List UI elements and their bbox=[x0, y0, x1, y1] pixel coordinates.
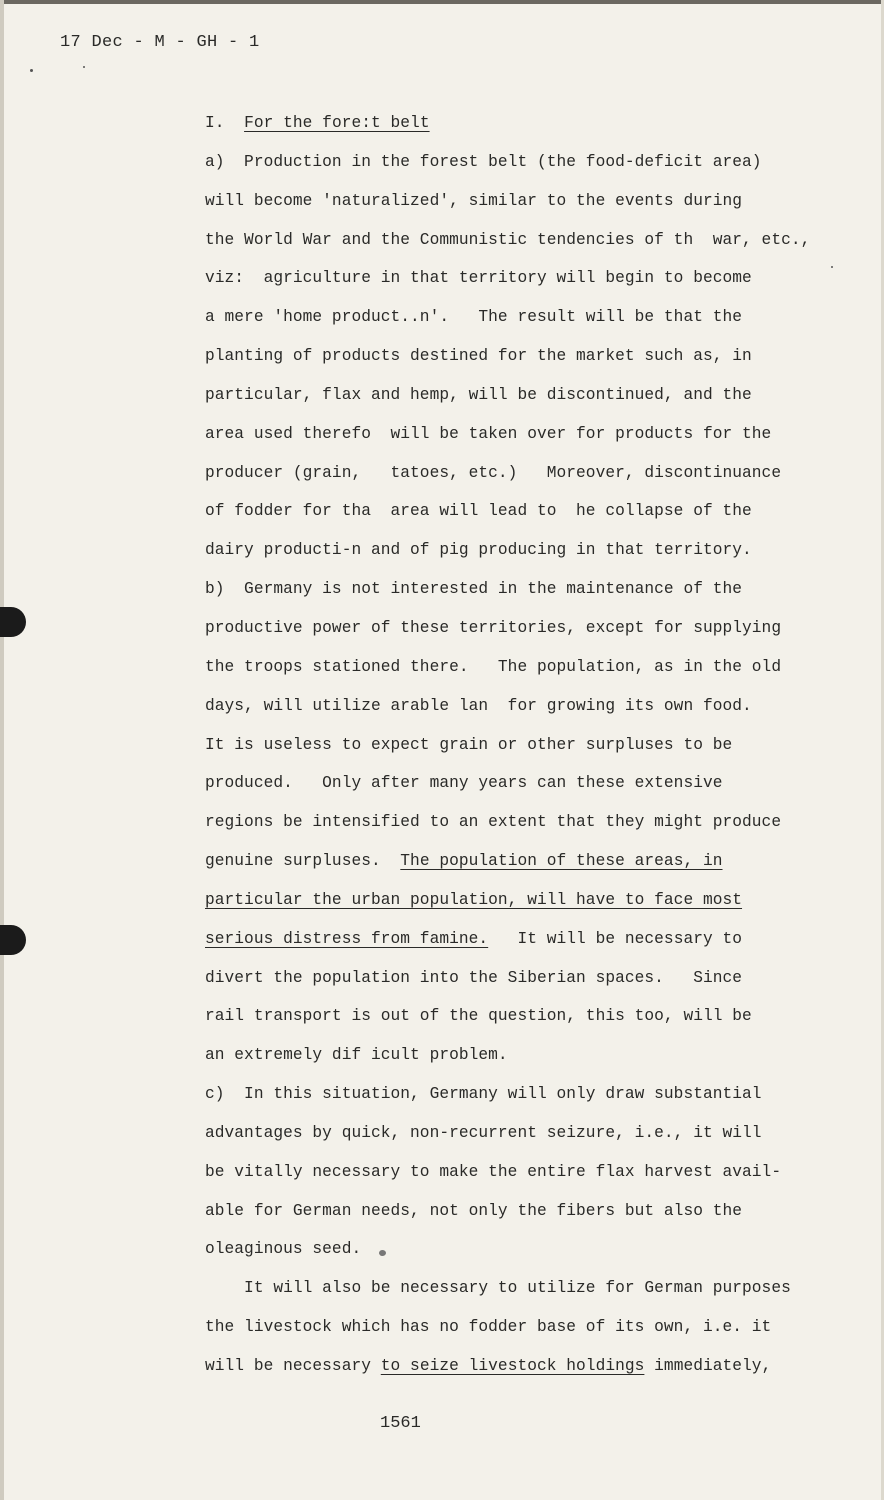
typed-body-text bbox=[205, 108, 845, 1390]
underlined-text: to seize livestock holdings bbox=[380, 1357, 645, 1375]
punch-hole-lower bbox=[0, 925, 26, 955]
underlined-text: For the fore:t belt bbox=[244, 114, 430, 132]
text-line bbox=[205, 263, 845, 302]
text-segment: produced. Only after many years can these extensive bbox=[205, 774, 723, 793]
text-line bbox=[205, 302, 845, 341]
text-segment: area used therefo will be taken over for products for the bbox=[205, 424, 772, 443]
text-line bbox=[205, 380, 845, 419]
text-segment: be vitally necessary to make the entire flax harvest avail- bbox=[205, 1162, 782, 1181]
text-line bbox=[205, 1234, 845, 1273]
text-line bbox=[205, 1312, 845, 1351]
text-line bbox=[205, 1001, 845, 1040]
text-segment: productive power of these territories, except for supplying bbox=[205, 618, 782, 637]
text-line bbox=[205, 963, 845, 1002]
text-line bbox=[205, 613, 845, 652]
text-line bbox=[205, 225, 845, 264]
text-segment: genuine surpluses. bbox=[205, 852, 401, 871]
text-segment: days, will utilize arable lan for growing its own food. bbox=[205, 696, 752, 715]
text-segment: the troops stationed there. The population, as in the old bbox=[205, 657, 782, 676]
text-line bbox=[205, 186, 845, 225]
underlined-text: The population of these areas, in bbox=[400, 852, 723, 871]
punch-hole-upper bbox=[0, 607, 26, 637]
text-line bbox=[205, 846, 845, 885]
text-line bbox=[205, 1040, 845, 1079]
text-segment: will become 'naturalized', similar to the events during bbox=[205, 191, 743, 210]
text-segment: viz: agriculture in that territory will begin to become bbox=[205, 269, 752, 288]
text-segment: planting of products destined for the market such as, in bbox=[205, 347, 752, 366]
text-segment: regions be intensified to an extent that they might produce bbox=[205, 813, 782, 832]
text-line bbox=[205, 924, 845, 963]
text-line bbox=[205, 1273, 845, 1312]
text-line bbox=[205, 1079, 845, 1118]
text-segment: of fodder for tha area will lead to he collapse of the bbox=[205, 502, 752, 521]
text-line bbox=[205, 1118, 845, 1157]
text-segment: rail transport is out of the question, this too, will be bbox=[205, 1007, 752, 1026]
page-left-edge bbox=[0, 0, 4, 1500]
page-number: 1561 bbox=[380, 1414, 421, 1433]
text-segment: It is useless to expect grain or other surpluses to be bbox=[205, 735, 733, 754]
text-segment: producer (grain, tatoes, etc.) Moreover, discontinuance bbox=[205, 463, 782, 482]
text-segment: able for German needs, not only the fibers but also the bbox=[205, 1201, 743, 1220]
text-segment: will be necessary bbox=[205, 1357, 381, 1375]
text-line bbox=[205, 341, 845, 380]
text-segment: an extremely dif icult problem. bbox=[205, 1046, 508, 1065]
text-segment: particular, flax and hemp, will be discontinued, and the bbox=[205, 385, 752, 404]
text-line bbox=[205, 496, 845, 535]
text-line bbox=[205, 147, 845, 186]
text-line bbox=[205, 108, 845, 147]
text-line bbox=[205, 730, 845, 769]
page-top-edge bbox=[0, 0, 884, 4]
ink-speck bbox=[30, 69, 33, 72]
text-segment: It will also be necessary to utilize for German purposes bbox=[205, 1279, 791, 1298]
text-line bbox=[205, 885, 845, 924]
text-segment: advantages by quick, non-recurrent seizure, i.e., it will bbox=[205, 1123, 762, 1142]
text-line bbox=[205, 1351, 845, 1390]
text-line bbox=[205, 1196, 845, 1235]
text-segment: the World War and the Communistic tendencies of th war, etc., bbox=[205, 230, 811, 249]
text-line bbox=[205, 691, 845, 730]
document-reference: 17 Dec - M - GH - 1 bbox=[60, 33, 260, 52]
text-segment: It will be necessary to bbox=[488, 929, 743, 948]
text-segment: c) In this situation, Germany will only draw substantial bbox=[205, 1085, 762, 1104]
text-line bbox=[205, 807, 845, 846]
underlined-text: serious distress from famine. bbox=[205, 929, 489, 948]
text-segment: immediately, bbox=[644, 1357, 772, 1375]
text-segment: b) Germany is not interested in the maintenance of the bbox=[205, 580, 743, 599]
text-line bbox=[205, 768, 845, 807]
text-line bbox=[205, 1157, 845, 1196]
text-segment: I. bbox=[205, 114, 245, 132]
text-segment: oleaginous seed. bbox=[205, 1240, 362, 1259]
text-line bbox=[205, 652, 845, 691]
text-line bbox=[205, 574, 845, 613]
text-segment: a mere 'home product..n'. The result will be that the bbox=[205, 308, 743, 327]
text-segment: the livestock which has no fodder base of its own, i.e. it bbox=[205, 1318, 772, 1337]
text-segment: dairy producti-n and of pig producing in that territory. bbox=[205, 541, 752, 560]
text-line bbox=[205, 535, 845, 574]
text-line bbox=[205, 419, 845, 458]
text-segment: a) Production in the forest belt (the food-deficit area) bbox=[205, 152, 762, 171]
ink-speck bbox=[83, 66, 85, 68]
text-line bbox=[205, 458, 845, 497]
underlined-text: particular the urban population, will have to face most bbox=[205, 890, 743, 909]
text-segment: divert the population into the Siberian spaces. Since bbox=[205, 968, 743, 987]
